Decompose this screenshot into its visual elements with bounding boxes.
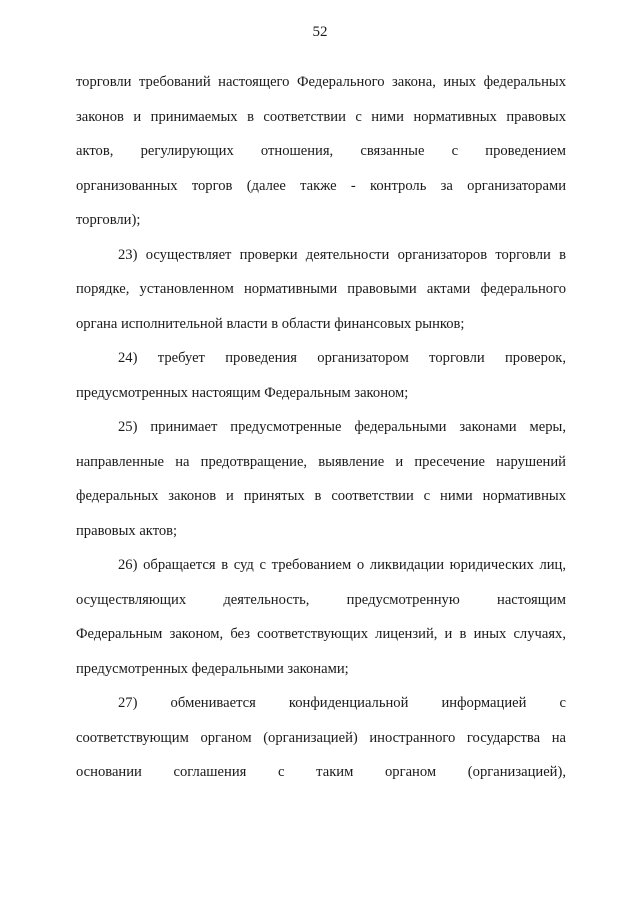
text-line: 27) обменивается конфиденциальной информацией с <box>118 695 566 711</box>
text-line: правовых актов; <box>76 522 178 539</box>
text-line: организованных торгов (далее также - контроль за организаторами <box>76 177 566 194</box>
list-item-23 <box>76 238 566 342</box>
page-number: 52 <box>312 24 328 40</box>
text-line: направленные на предотвращение, выявление и пресечение нарушений <box>76 453 566 470</box>
text-line: 23) осуществляет проверки деятельности организаторов торговли в <box>118 246 566 263</box>
text-line: предусмотренных федеральными законами; <box>76 660 349 677</box>
text-line: осуществляющих деятельность, предусмотренную настоящим <box>76 591 566 608</box>
text-line: 26) обращается в суд с требованием о ликвидации юридических лиц, <box>118 557 566 573</box>
list-item-24 <box>76 341 566 410</box>
text-line: законов и принимаемых в соответствии с ними нормативных правовых <box>76 108 566 125</box>
text-line: торговли); <box>76 212 141 228</box>
text-line: Федеральным законом, без соответствующих лицензий, и в иных случаях, <box>76 626 566 642</box>
text-line: порядке, установленном нормативными правовыми актами федерального <box>76 281 566 297</box>
text-line: основании соглашения с таким органом (организацией), <box>76 764 566 780</box>
text-line: предусмотренных настоящим Федеральным законом; <box>76 384 409 401</box>
list-item-26 <box>76 548 566 686</box>
document-body <box>76 65 566 790</box>
text-line: соответствующим органом (организацией) иностранного государства на <box>76 729 566 746</box>
paragraph-continuation <box>76 65 566 238</box>
text-line: 25) принимает предусмотренные федеральными законами меры, <box>118 419 566 435</box>
text-line: 24) требует проведения организатором торговли проверок, <box>118 350 566 366</box>
text-line: торговли требований настоящего Федерального закона, иных федеральных <box>76 74 566 90</box>
text-line: федеральных законов и принятых в соответствии с ними нормативных <box>76 488 566 504</box>
text-line: органа исполнительной власти в области финансовых рынков; <box>76 315 465 332</box>
list-item-25 <box>76 410 566 548</box>
text-line: актов, регулирующих отношения, связанные с проведением <box>76 143 566 159</box>
list-item-27 <box>76 686 566 790</box>
